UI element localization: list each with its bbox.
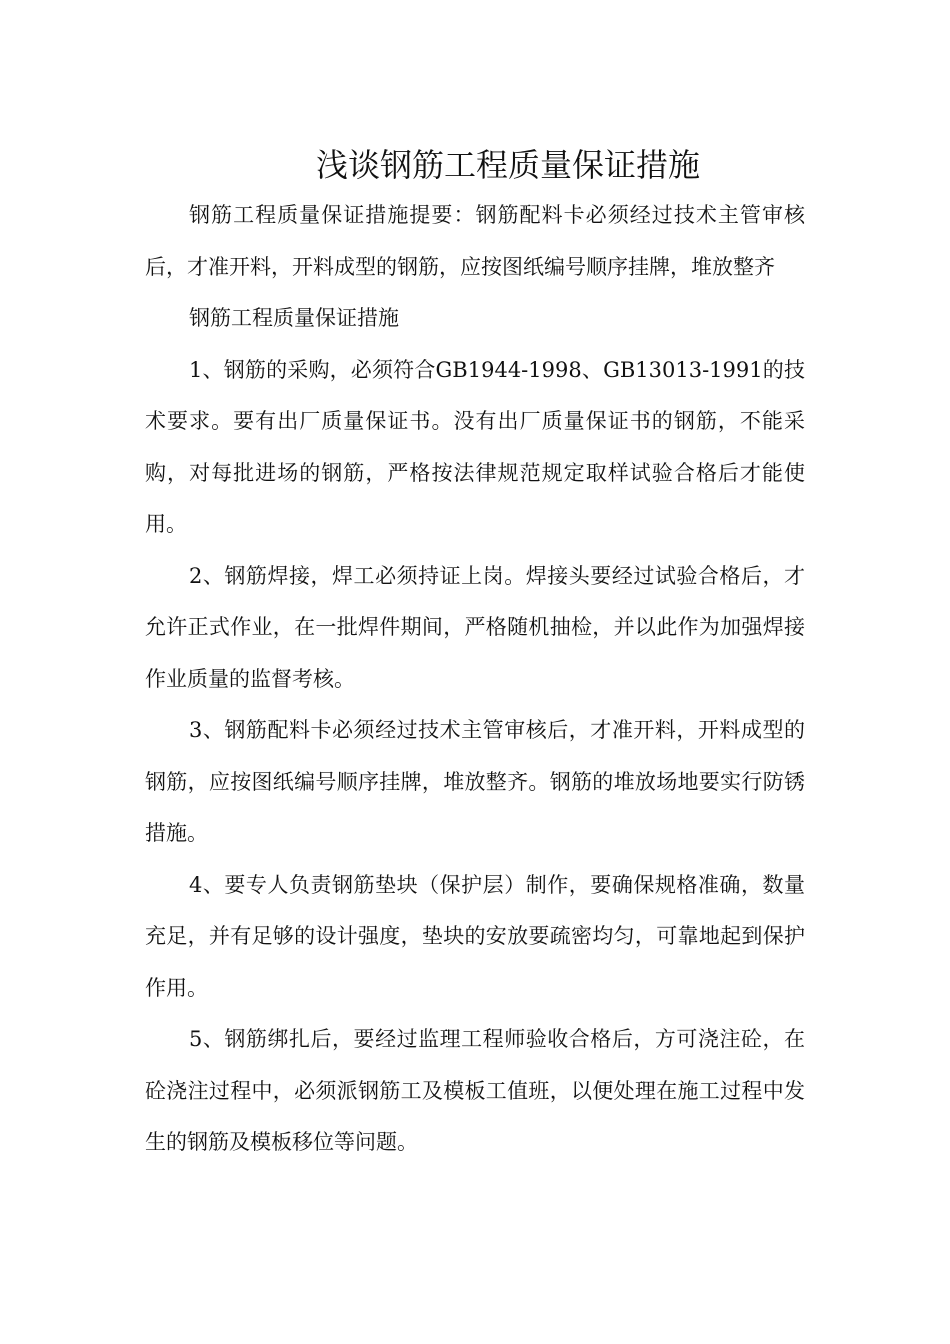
document-title: 浅谈钢筋工程质量保证措施 (315, 146, 700, 185)
item-paragraph-4: 4、要专人负责钢筋垫块（保护层）制作，要确保规格准确，数量充足，并有足够的设计强度，垫块的安放要疏密均匀，可靠地起到保护作用。 (145, 872, 805, 1000)
section-heading: 钢筋工程质量保证措施 (189, 306, 399, 330)
document-body (145, 190, 805, 1169)
item-paragraph-3: 3、钢筋配料卡必须经过技术主管审核后，才准开料，开料成型的钢筋，应按图纸编号顺序挂牌，堆放整齐。钢筋的堆放场地要实行防锈措施。 (145, 718, 805, 845)
item-paragraph-1: 1、钢筋的采购，必须符合GB1944-1998、GB13013-1991的技术要求。要有出厂质量保证书。没有出厂质量保证书的钢筋，不能采购，对每批进场的钢筋，严格按法律规范规定取样试验合格后才能使用。 (145, 357, 805, 536)
item-paragraph-5: 5、钢筋绑扎后，要经过监理工程师验收合格后，方可浇注砼，在砼浇注过程中，必须派钢筋工及模板工值班，以便处理在施工过程中发生的钢筋及模板移位等问题。 (145, 1027, 805, 1154)
summary-paragraph: 钢筋工程质量保证措施提要：钢筋配料卡必须经过技术主管审核后，才准开料，开料成型的钢筋，应按图纸编号顺序挂牌，堆放整齐 (145, 203, 805, 279)
item-paragraph-2: 2、钢筋焊接，焊工必须持证上岗。焊接头要经过试验合格后，才允许正式作业，在一批焊件期间，严格随机抽检，并以此作为加强焊接作业质量的监督考核。 (145, 563, 805, 691)
